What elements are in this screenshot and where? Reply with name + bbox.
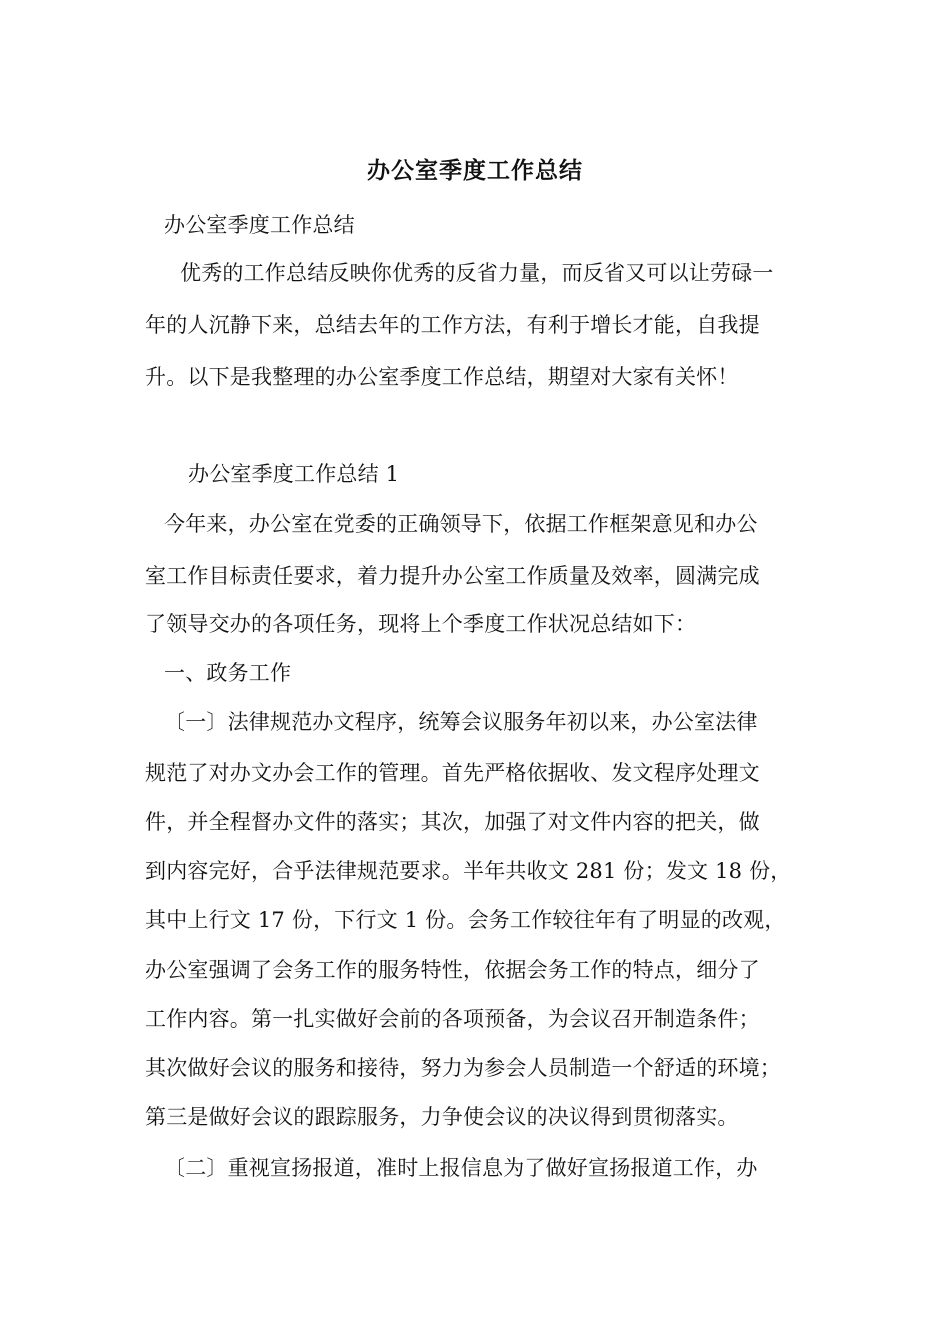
- part-heading: 一、政务工作: [164, 661, 292, 685]
- item1-line-8: 其次做好会议的服务和接待，努力为参会人员制造一个舒适的环境；: [145, 1056, 781, 1080]
- item1-line-2: 规范了对办文办会工作的管理。首先严格依据收、发文程序处理文: [145, 761, 760, 785]
- item1-line-3: 件，并全程督办文件的落实；其次，加强了对文件内容的把关，做: [145, 810, 760, 834]
- item1-line-6: 办公室强调了会务工作的服务特性，依据会务工作的特点，细分了: [145, 958, 760, 982]
- section-intro-line-1: 今年来，办公室在党委的正确领导下，依据工作框架意见和办公: [164, 512, 758, 536]
- document-title: 办公室季度工作总结: [367, 157, 583, 184]
- item1-line-9: 第三是做好会议的跟踪服务，力争使会议的决议得到贯彻落实。: [145, 1105, 739, 1129]
- document-subtitle: 办公室季度工作总结: [164, 213, 355, 237]
- intro-line-2: 年的人沉静下来，总结去年的工作方法，有利于增长才能，自我提: [145, 313, 760, 337]
- item1-line-4: 到内容完好，合乎法律规范要求。半年共收文 281 份；发文 18 份，: [145, 859, 792, 883]
- item1-line-5: 其中上行文 17 份，下行文 1 份。会务工作较往年有了明显的改观，: [145, 908, 786, 932]
- item1-line-1: 〔一〕法律规范办文程序，统筹会议服务年初以来，办公室法律: [164, 710, 758, 734]
- intro-line-3: 升。以下是我整理的办公室季度工作总结，期望对大家有关怀！: [145, 365, 739, 389]
- section-intro-line-3: 了领导交办的各项任务，现将上个季度工作状况总结如下：: [145, 612, 697, 636]
- item2-line-1: 〔二〕重视宣扬报道，准时上报信息为了做好宣扬报道工作，办: [164, 1156, 758, 1180]
- section-intro-line-2: 室工作目标责任要求，着力提升办公室工作质量及效率，圆满完成: [145, 564, 760, 588]
- intro-line-1: 优秀的工作总结反映你优秀的反省力量，而反省又可以让劳碌一: [180, 261, 774, 285]
- section-heading: 办公室季度工作总结 1: [188, 462, 400, 486]
- item1-line-7: 工作内容。第一扎实做好会前的各项预备，为会议召开制造条件；: [145, 1007, 760, 1031]
